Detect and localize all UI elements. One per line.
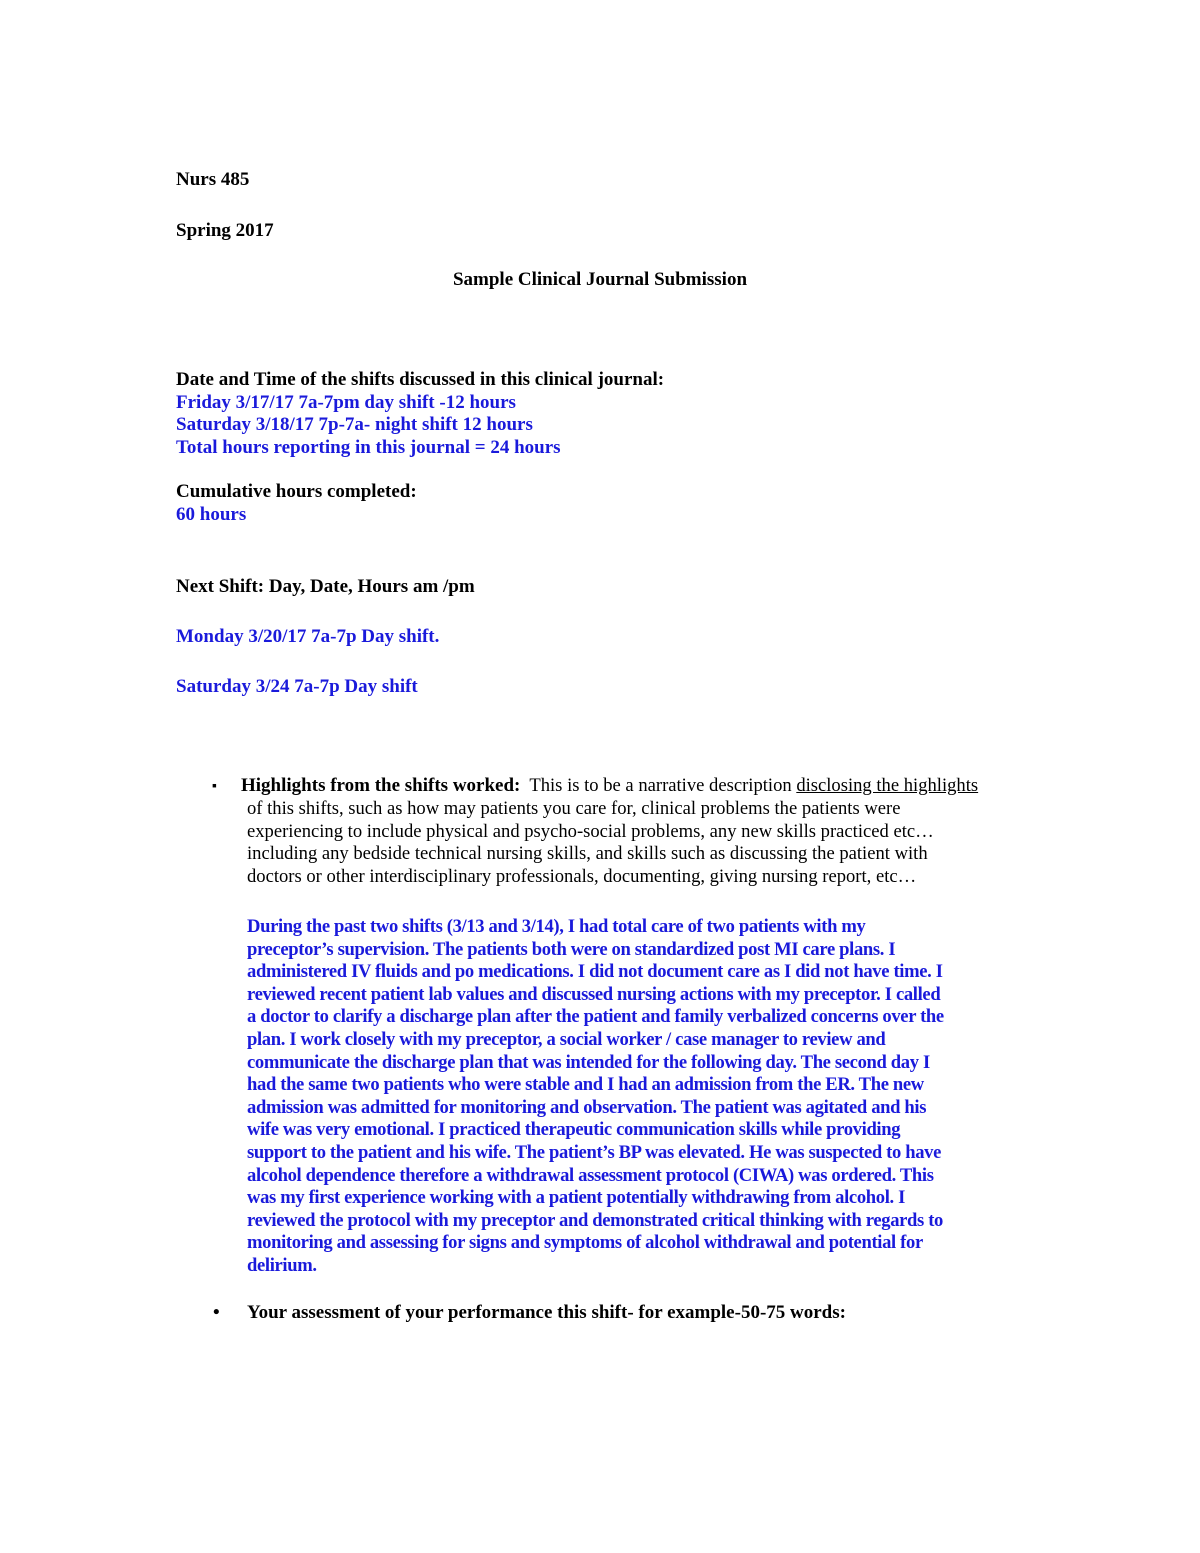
instruction-line: including any bedside technical nursing skills, and skills such as discussing the patient with	[247, 843, 928, 865]
narrative-line: communicate the discharge plan that was intended for the following day. The second day I	[247, 1051, 930, 1073]
instruction-line: doctors or other interdisciplinary professionals, documenting, giving nursing report, etc…	[247, 865, 917, 887]
cumulative-label: Cumulative hours completed:	[176, 481, 417, 502]
instruction-line: of this shifts, such as how may patients you care for, clinical problems the patients were	[247, 798, 901, 819]
square-bullet-icon: ▪	[212, 779, 217, 794]
assessment-heading: Your assessment of your performance this shift- for example-50-75 words:	[247, 1302, 846, 1323]
narrative-line: During the past two shifts (3/13 and 3/14), I had total care of two patients with my	[247, 916, 866, 937]
narrative-line: admission was admitted for monitoring and observation. The patient was agitated and his	[247, 1096, 927, 1118]
narrative-line: a doctor to clarify a discharge plan after the patient and family verbalized concerns over the	[247, 1006, 944, 1028]
narrative-line: support to the patient and his wife. The patient’s BP was elevated. He was suspected to have	[247, 1141, 942, 1163]
cumulative-value: 60 hours	[176, 504, 247, 525]
term: Spring 2017	[176, 220, 274, 241]
narrative-line: administered IV fluids and po medications. I did not document care as I did not have time. I	[247, 961, 943, 983]
narrative-line: was my first experience working with a patient potentially withdrawing from alcohol. I	[247, 1187, 906, 1209]
highlights-section	[241, 775, 978, 798]
instruction-line: experiencing to include physical and psycho-social problems, any new skills practiced etc…	[247, 820, 934, 842]
highlights-intro-underlined: disclosing the highlights	[796, 775, 979, 796]
shift-item: Friday 3/17/17 7a-7pm day shift -12 hours	[176, 392, 516, 413]
narrative-line: plan. I work closely with my preceptor, a social worker / case manager to review and	[247, 1028, 886, 1050]
narrative-line: monitoring and assessing for signs and symptoms of alcohol withdrawal and potential for	[247, 1232, 923, 1254]
highlights-narrative	[247, 916, 944, 1278]
document-title: Sample Clinical Journal Submission	[452, 269, 748, 290]
shift-item: Saturday 3/18/17 7p-7a- night shift 12 hours	[176, 414, 533, 435]
narrative-line: had the same two patients who were stable and I had an admission from the ER. The new	[247, 1074, 924, 1096]
highlights-instructions	[247, 798, 934, 888]
narrative-line: wife was very emotional. I practiced therapeutic communication skills while providing	[247, 1119, 901, 1141]
total-hours: Total hours reporting in this journal = 24 hours	[176, 437, 561, 458]
shifts-label: Date and Time of the shifts discussed in this clinical journal:	[176, 369, 665, 390]
next-shift-label: Next Shift: Day, Date, Hours am /pm	[176, 576, 475, 597]
next-shift-item: Monday 3/20/17 7a-7p Day shift.	[176, 626, 440, 647]
narrative-line: preceptor’s supervision. The patients both were on standardized post MI care plans. I	[247, 938, 896, 960]
highlights-first-line	[241, 775, 978, 798]
course-number: Nurs 485	[176, 169, 250, 190]
narrative-line: reviewed recent patient lab values and discussed nursing actions with my preceptor. I called	[247, 983, 941, 1005]
highlights-heading: Highlights from the shifts worked:	[241, 775, 521, 796]
narrative-line: alcohol dependence therefore a withdrawal assessment protocol (CIWA) was ordered. This	[247, 1164, 934, 1186]
bullet-icon: •	[213, 1302, 220, 1323]
narrative-line: reviewed the protocol with my preceptor and demonstrated critical thinking with regards to	[247, 1209, 944, 1231]
next-shift-item: Saturday 3/24 7a-7p Day shift	[176, 676, 418, 697]
highlights-intro: This is to be a narrative description	[529, 775, 797, 796]
narrative-line: delirium.	[247, 1254, 317, 1276]
